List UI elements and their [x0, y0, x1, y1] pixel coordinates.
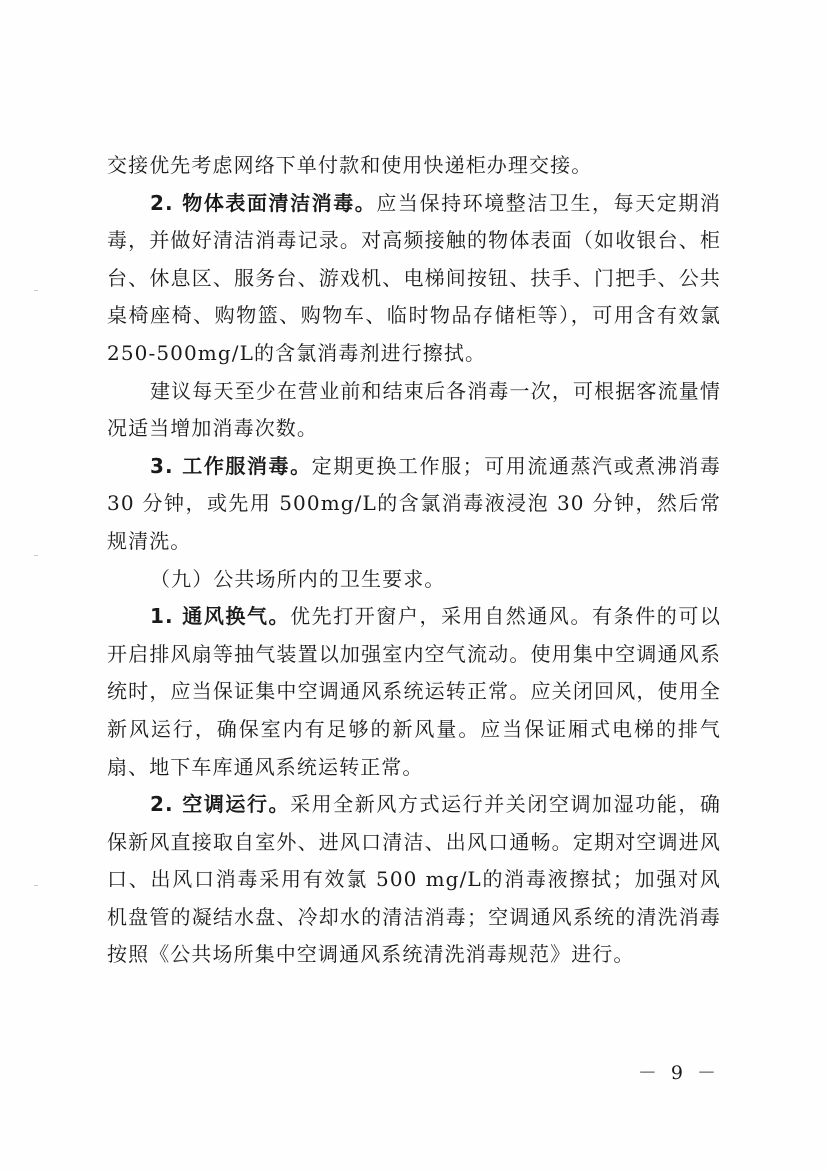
paragraph-continuation	[107, 147, 721, 185]
paragraph-heading: 2. 空调运行。	[150, 792, 291, 817]
paragraph-surface-disinfection	[107, 185, 721, 373]
document-body	[107, 147, 721, 974]
paragraph-ventilation	[107, 598, 721, 786]
paragraph-text: 采用全新风方式运行并关闭空调加湿功能，确保新风直接取自室外、进风口清洁、出风口通畅。定期对空调进风口、出风口消毒采用有效氯 500 mg/L的消毒液擦拭；加强对风机盘管的凝结水盘、冷却水的清洁消毒；空调通风系统的清洗消毒按照《公共场所集中空调通风系统清洗消毒规范》进行。	[107, 792, 721, 967]
paragraph-text: 应当保持环境整洁卫生，每天定期消毒，并做好清洁消毒记录。对高频接触的物体表面（如收银台、柜台、休息区、服务台、游戏机、电梯间按钮、扶手、门把手、公共桌椅座椅、购物篮、购物车、临时物品存储柜等），可用含有效氯 250-500mg/L的含氯消毒剂进行擦拭。	[107, 190, 721, 365]
paragraph-text: 定期更换工作服；可用流通蒸汽或煮沸消毒30 分钟，或先用 500mg/L的含氯消毒液浸泡 30 分钟，然后常规清洗。	[107, 453, 721, 553]
paragraph-text: （九）公共场所内的卫生要求。	[150, 566, 446, 591]
page-number: － 9 －	[637, 1062, 720, 1084]
section-heading-public-places	[107, 561, 721, 599]
binding-mark	[34, 885, 38, 886]
paragraph-text: 建议每天至少在营业前和结束后各消毒一次，可根据客流量情况适当增加消毒次数。	[107, 378, 721, 441]
paragraph-workwear-disinfection	[107, 448, 721, 561]
paragraph-heading: 1. 通风换气。	[150, 604, 291, 629]
paragraph-heading: 2. 物体表面清洁消毒。	[150, 190, 377, 215]
binding-mark	[34, 290, 38, 291]
binding-mark	[34, 555, 38, 556]
paragraph-air-conditioning	[107, 786, 721, 974]
paragraph-text: 交接优先考虑网络下单付款和使用快递柜办理交接。	[107, 153, 593, 177]
paragraph-heading: 3. 工作服消毒。	[150, 453, 312, 478]
paragraph-disinfection-frequency	[107, 373, 721, 448]
paragraph-text: 优先打开窗户，采用自然通风。有条件的可以开启排风扇等抽气装置以加强室内空气流动。使用集中空调通风系统时，应当保证集中空调通风系统运转正常。应关闭回风，使用全新风运行，确保室内有足够的新风量。应当保证厢式电梯的排气扇、地下车库通风系统运转正常。	[107, 604, 721, 779]
